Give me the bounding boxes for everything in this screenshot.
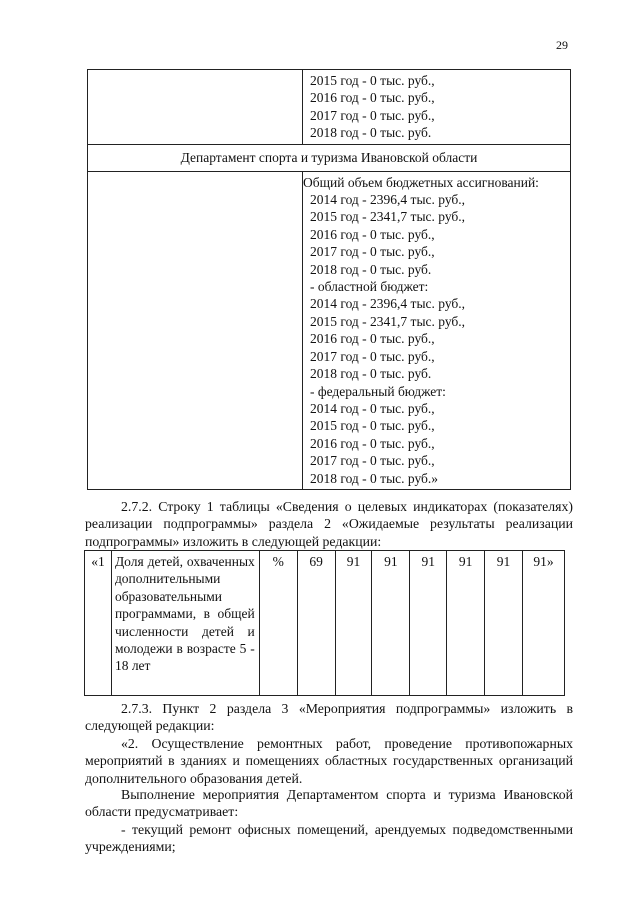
paragraph-2-7-3: 2.7.3. Пункт 2 раздела 3 «Мероприятия подпрограммы» изложить в следующей редакции:: [85, 701, 573, 734]
indicator-value: 91: [447, 551, 485, 696]
budget-line: - федеральный бюджет:: [310, 383, 446, 399]
budget-line: 2018 год - 0 тыс. руб.: [310, 366, 432, 382]
indicator-value: 69: [297, 551, 335, 696]
budget-line: 2017 год - 0 тыс. руб.,: [310, 107, 435, 123]
budget-line: 2018 год - 0 тыс. руб.: [310, 125, 432, 141]
indicator-unit: %: [259, 551, 297, 696]
table-row: [85, 551, 565, 696]
paragraph-2-7-2: 2.7.2. Строку 1 таблицы «Сведения о целевых индикаторах (показателях) реализации подпрограммы» раздела 2 «Ожидаемые результаты реализации подпрограммы» изложить в следующей редакции:: [85, 499, 573, 549]
budget-line: 2016 год - 0 тыс. руб.,: [310, 90, 435, 106]
table-cell-budget-years: [303, 70, 571, 145]
table-cell-empty: [88, 171, 303, 489]
budget-line: 2016 год - 0 тыс. руб.,: [310, 226, 435, 242]
budget-line: 2014 год - 2396,4 тыс. руб.,: [310, 192, 466, 208]
table-row: [88, 70, 571, 145]
table-cell-empty: [88, 70, 303, 145]
budget-lines: [303, 172, 570, 489]
table-row: [88, 144, 571, 171]
table-row: [88, 171, 571, 489]
paragraph-item-2: «2. Осуществление ремонтных работ, проведение противопожарных мероприятий в зданиях и помещениях областных государственных организаций дополнительного образования детей.: [85, 736, 573, 786]
budget-line: Общий объем бюджетных ассигнований:: [303, 174, 539, 190]
paragraph-execution: Выполнение мероприятия Департаментом спорта и туризма Ивановской области предусматривает:: [85, 787, 573, 820]
budget-line: 2015 год - 0 тыс. руб.,: [310, 418, 435, 434]
budget-line: 2014 год - 2396,4 тыс. руб.,: [310, 296, 466, 312]
department-heading: Департамент спорта и туризма Ивановской области: [88, 144, 571, 171]
budget-line: 2017 год - 0 тыс. руб.,: [310, 244, 435, 260]
indicator-table: [84, 550, 565, 696]
budget-table: [87, 69, 571, 490]
budget-line: 2015 год - 2341,7 тыс. руб.,: [310, 313, 466, 329]
indicator-value: 91: [410, 551, 447, 696]
indicator-value: 91: [485, 551, 523, 696]
budget-line: 2017 год - 0 тыс. руб.,: [310, 348, 435, 364]
budget-line: 2016 год - 0 тыс. руб.,: [310, 435, 435, 451]
budget-line: 2018 год - 0 тыс. руб.»: [310, 470, 439, 486]
indicator-value: 91»: [523, 551, 565, 696]
indicator-value: 91: [335, 551, 372, 696]
indicator-description: Доля детей, охваченных дополнительными образовательными программами, в общей численности детей и молодежи в возрасте 5 - 18 лет: [111, 551, 259, 696]
page-number: 29: [556, 38, 568, 52]
budget-line: - областной бюджет:: [310, 279, 429, 295]
budget-line: 2017 год - 0 тыс. руб.,: [310, 453, 435, 469]
budget-lines: [303, 70, 570, 144]
row-number: «1: [85, 551, 112, 696]
table-cell-budget-details: [303, 171, 571, 489]
indicator-value: 91: [372, 551, 410, 696]
budget-line: 2015 год - 2341,7 тыс. руб.,: [310, 209, 466, 225]
budget-line: 2015 год - 0 тыс. руб.,: [310, 73, 435, 88]
paragraph-repair: - текущий ремонт офисных помещений, арендуемых подведомственными учреждениями;: [85, 822, 573, 855]
budget-line: 2014 год - 0 тыс. руб.,: [310, 400, 435, 416]
budget-line: 2018 год - 0 тыс. руб.: [310, 261, 432, 277]
budget-line: 2016 год - 0 тыс. руб.,: [310, 331, 435, 347]
